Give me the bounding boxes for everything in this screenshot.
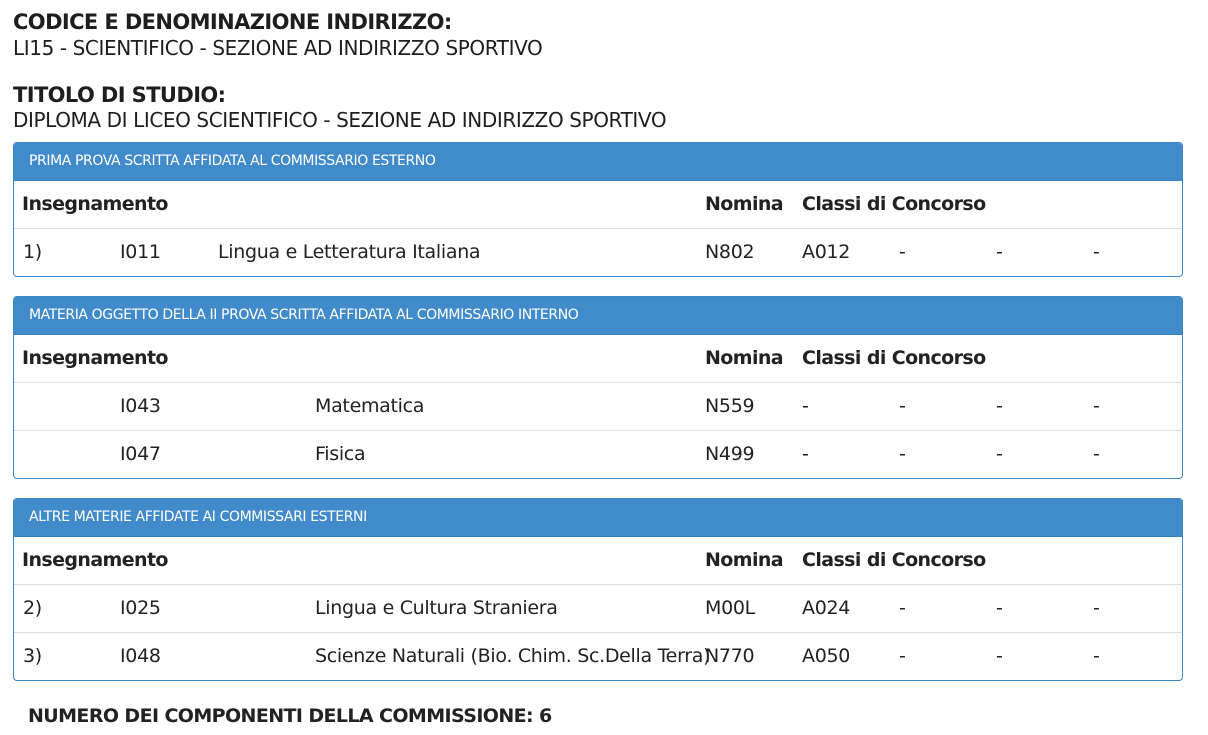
table-row (14, 585, 1182, 633)
row-classe-3: - (996, 597, 1003, 619)
row-classe-2: - (899, 597, 906, 619)
table-header (14, 181, 1182, 229)
row-name: Lingua e Cultura Straniera (315, 597, 558, 619)
col-nomina: Nomina (705, 549, 784, 571)
row-code: I011 (120, 241, 161, 263)
indirizzo-value: LI15 - SCIENTIFICO - SEZIONE AD INDIRIZZO SPORTIVO (13, 36, 543, 60)
row-classe-4: - (1093, 395, 1100, 417)
col-insegnamento: Insegnamento (22, 347, 168, 369)
col-insegnamento: Insegnamento (22, 193, 168, 215)
row-num: 1) (23, 241, 42, 263)
row-nomina: N770 (705, 645, 755, 667)
panel-seconda-prova (13, 296, 1183, 479)
col-classi: Classi di Concorso (802, 193, 986, 215)
row-classe-2: - (899, 645, 906, 667)
table-header (14, 335, 1182, 383)
row-classe-4: - (1093, 443, 1100, 465)
row-classe-1: A050 (802, 645, 851, 667)
col-classi: Classi di Concorso (802, 347, 986, 369)
panel-title: PRIMA PROVA SCRITTA AFFIDATA AL COMMISSARIO ESTERNO (14, 143, 1182, 181)
row-nomina: N559 (705, 395, 755, 417)
row-name: Scienze Naturali (Bio. Chim. Sc.Della Terra) (315, 645, 711, 667)
col-insegnamento: Insegnamento (22, 549, 168, 571)
table-row (14, 431, 1182, 478)
panel-prima-prova (13, 142, 1183, 277)
row-classe-3: - (996, 443, 1003, 465)
panel-title: ALTRE MATERIE AFFIDATE AI COMMISSARI ESTERNI (14, 499, 1182, 537)
row-classe-3: - (996, 241, 1003, 263)
table-header (14, 537, 1182, 585)
row-classe-1: A012 (802, 241, 851, 263)
row-name: Lingua e Letteratura Italiana (218, 241, 481, 263)
panel-altre-materie (13, 498, 1183, 681)
row-nomina: M00L (705, 597, 755, 619)
col-nomina: Nomina (705, 347, 784, 369)
row-classe-1: A024 (802, 597, 851, 619)
titolo-value: DIPLOMA DI LICEO SCIENTIFICO - SEZIONE AD INDIRIZZO SPORTIVO (13, 108, 667, 132)
row-code: I025 (120, 597, 161, 619)
row-name: Matematica (315, 395, 425, 417)
row-code: I048 (120, 645, 161, 667)
row-nomina: N499 (705, 443, 755, 465)
indirizzo-label: CODICE E DENOMINAZIONE INDIRIZZO: (13, 10, 452, 34)
row-classe-2: - (899, 443, 906, 465)
titolo-label: TITOLO DI STUDIO: (13, 83, 226, 107)
row-classe-3: - (996, 645, 1003, 667)
row-classe-2: - (899, 395, 906, 417)
row-num: 3) (23, 645, 42, 667)
row-code: I043 (120, 395, 161, 417)
row-classe-1: - (802, 443, 809, 465)
row-code: I047 (120, 443, 161, 465)
table-row (14, 229, 1182, 276)
row-name: Fisica (315, 443, 366, 465)
col-nomina: Nomina (705, 193, 784, 215)
numero-componenti: NUMERO DEI COMPONENTI DELLA COMMISSIONE: 6 (28, 705, 552, 727)
row-classe-2: - (899, 241, 906, 263)
row-classe-1: - (802, 395, 809, 417)
row-num: 2) (23, 597, 42, 619)
panel-title: MATERIA OGGETTO DELLA II PROVA SCRITTA AFFIDATA AL COMMISSARIO INTERNO (14, 297, 1182, 335)
table-row (14, 633, 1182, 680)
row-classe-4: - (1093, 597, 1100, 619)
table-row (14, 383, 1182, 431)
row-classe-4: - (1093, 241, 1100, 263)
row-classe-4: - (1093, 645, 1100, 667)
row-classe-3: - (996, 395, 1003, 417)
row-nomina: N802 (705, 241, 755, 263)
col-classi: Classi di Concorso (802, 549, 986, 571)
